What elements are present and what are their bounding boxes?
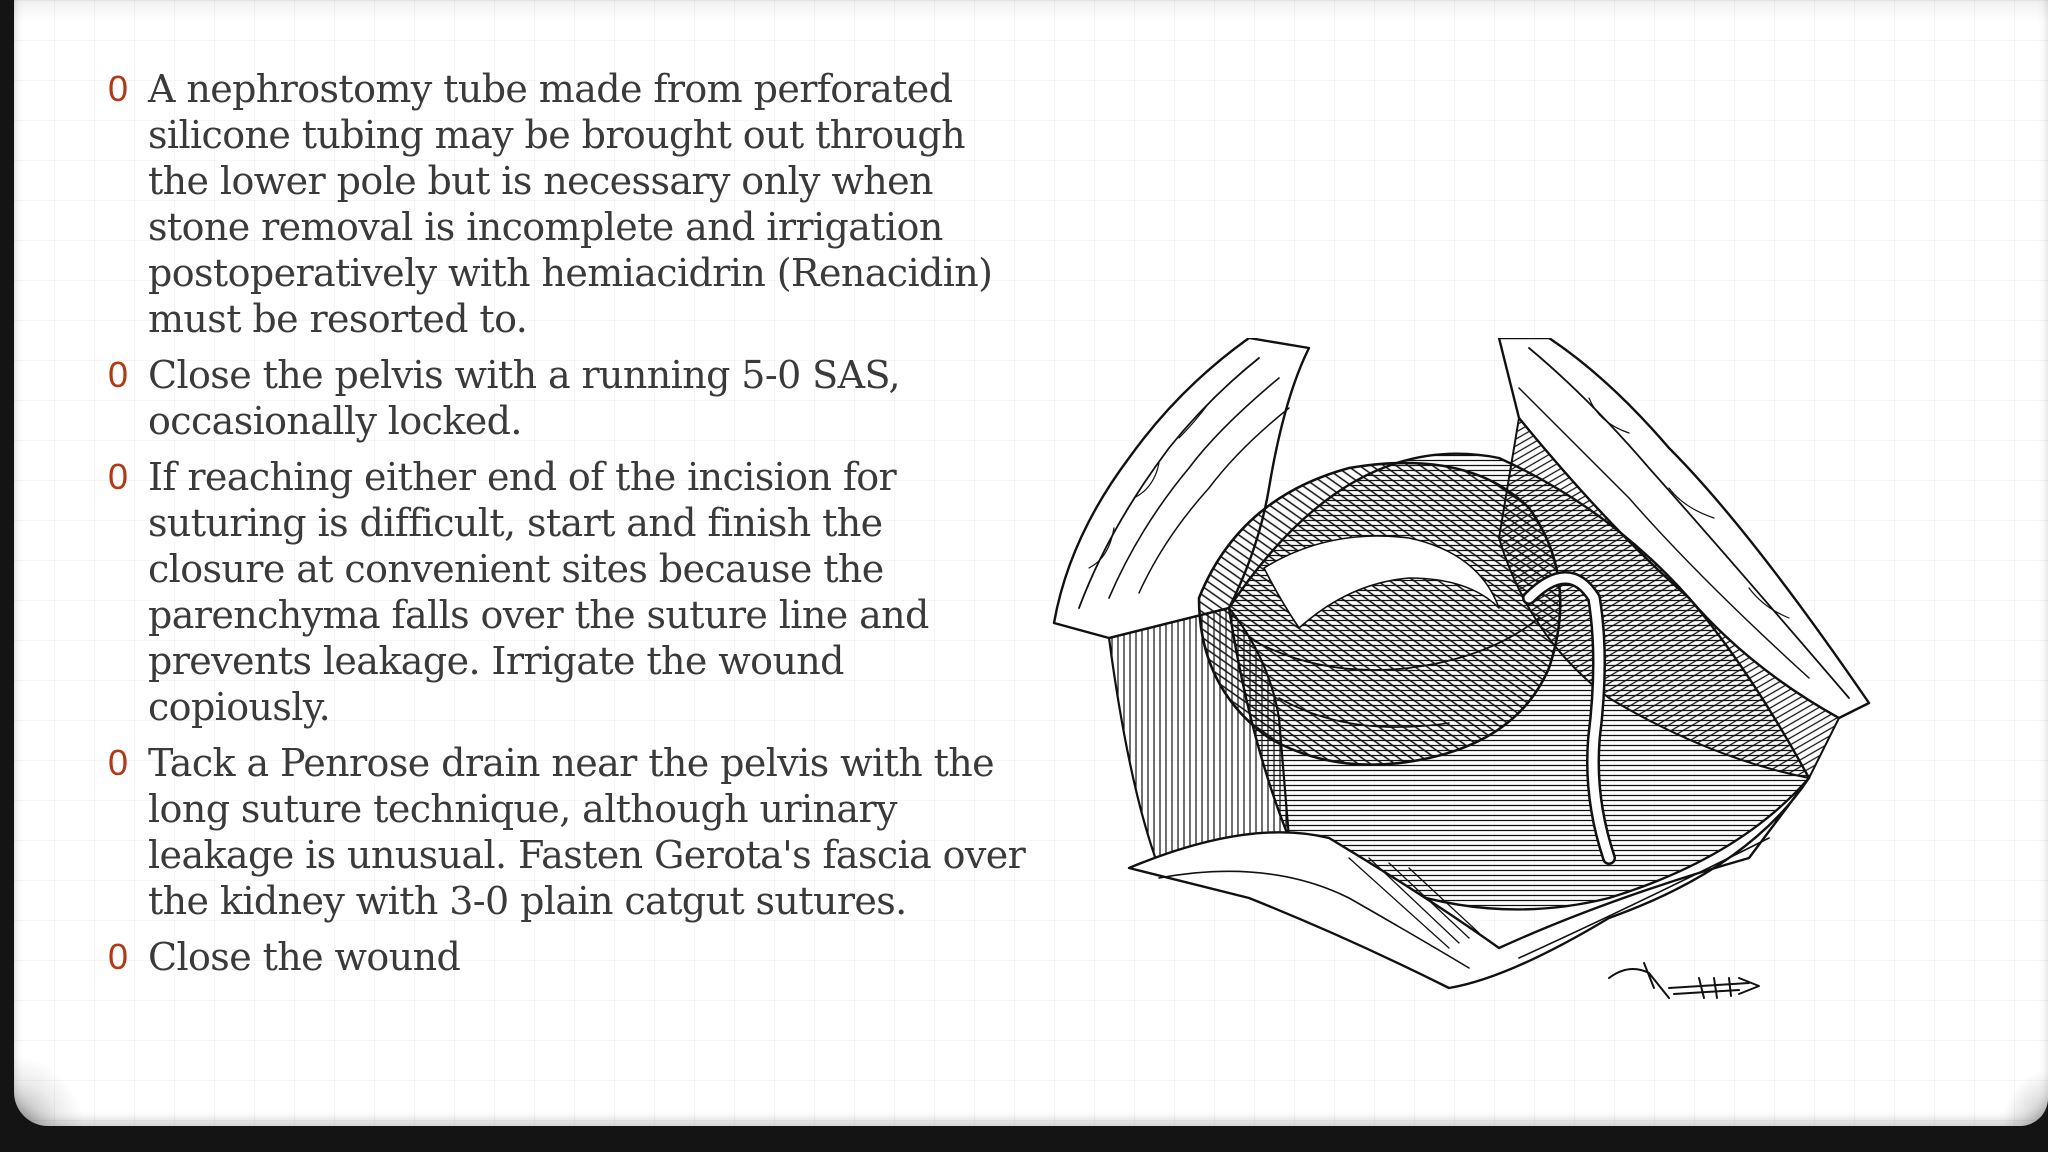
page-curl-shadow-right: [1998, 1066, 2048, 1126]
bullet-text: Tack a Penrose drain near the pelvis with the long suture technique, although urinary leakage is unusual. Fasten Gerota's fascia over the kidney with 3-0 plain catgut sutures.: [148, 741, 1026, 923]
bullet-text: If reaching either end of the incision for suturing is difficult, start and finish the closure at convenient sites because the parenchyma falls over the suture line and prevents leakage. Irrigate the wound copiously.: [148, 455, 929, 729]
bullet-item-suturing: [108, 454, 1028, 730]
page-curl-shadow-left: [14, 1056, 84, 1126]
bullet-marker: 0: [108, 742, 128, 783]
bullet-item-close-pelvis: [108, 352, 1028, 444]
slide-top-shadow: [14, 0, 2048, 22]
surgical-illustration: [1049, 338, 1881, 1008]
bullet-list: [108, 66, 1028, 990]
bullet-marker: 0: [108, 456, 128, 497]
bullet-item-close-wound: [108, 934, 1028, 980]
bullet-text: Close the pelvis with a running 5-0 SAS, occasionally locked.: [148, 353, 901, 443]
bullet-text: Close the wound: [148, 935, 461, 979]
bullet-item-nephrostomy-tube: [108, 66, 1028, 342]
bullet-item-penrose-drain: [108, 740, 1028, 924]
slide: [14, 0, 2048, 1126]
bullet-marker: 0: [108, 354, 128, 395]
artist-signature-mark: [1609, 963, 1759, 998]
bullet-marker: 0: [108, 936, 128, 977]
bullet-marker: 0: [108, 68, 128, 109]
bullet-text: A nephrostomy tube made from perforated silicone tubing may be brought out through the lower pole but is necessary only when stone removal is incomplete and irrigation postoperatively with hemiacidrin (Renacidin) must be resorted to.: [148, 67, 993, 341]
